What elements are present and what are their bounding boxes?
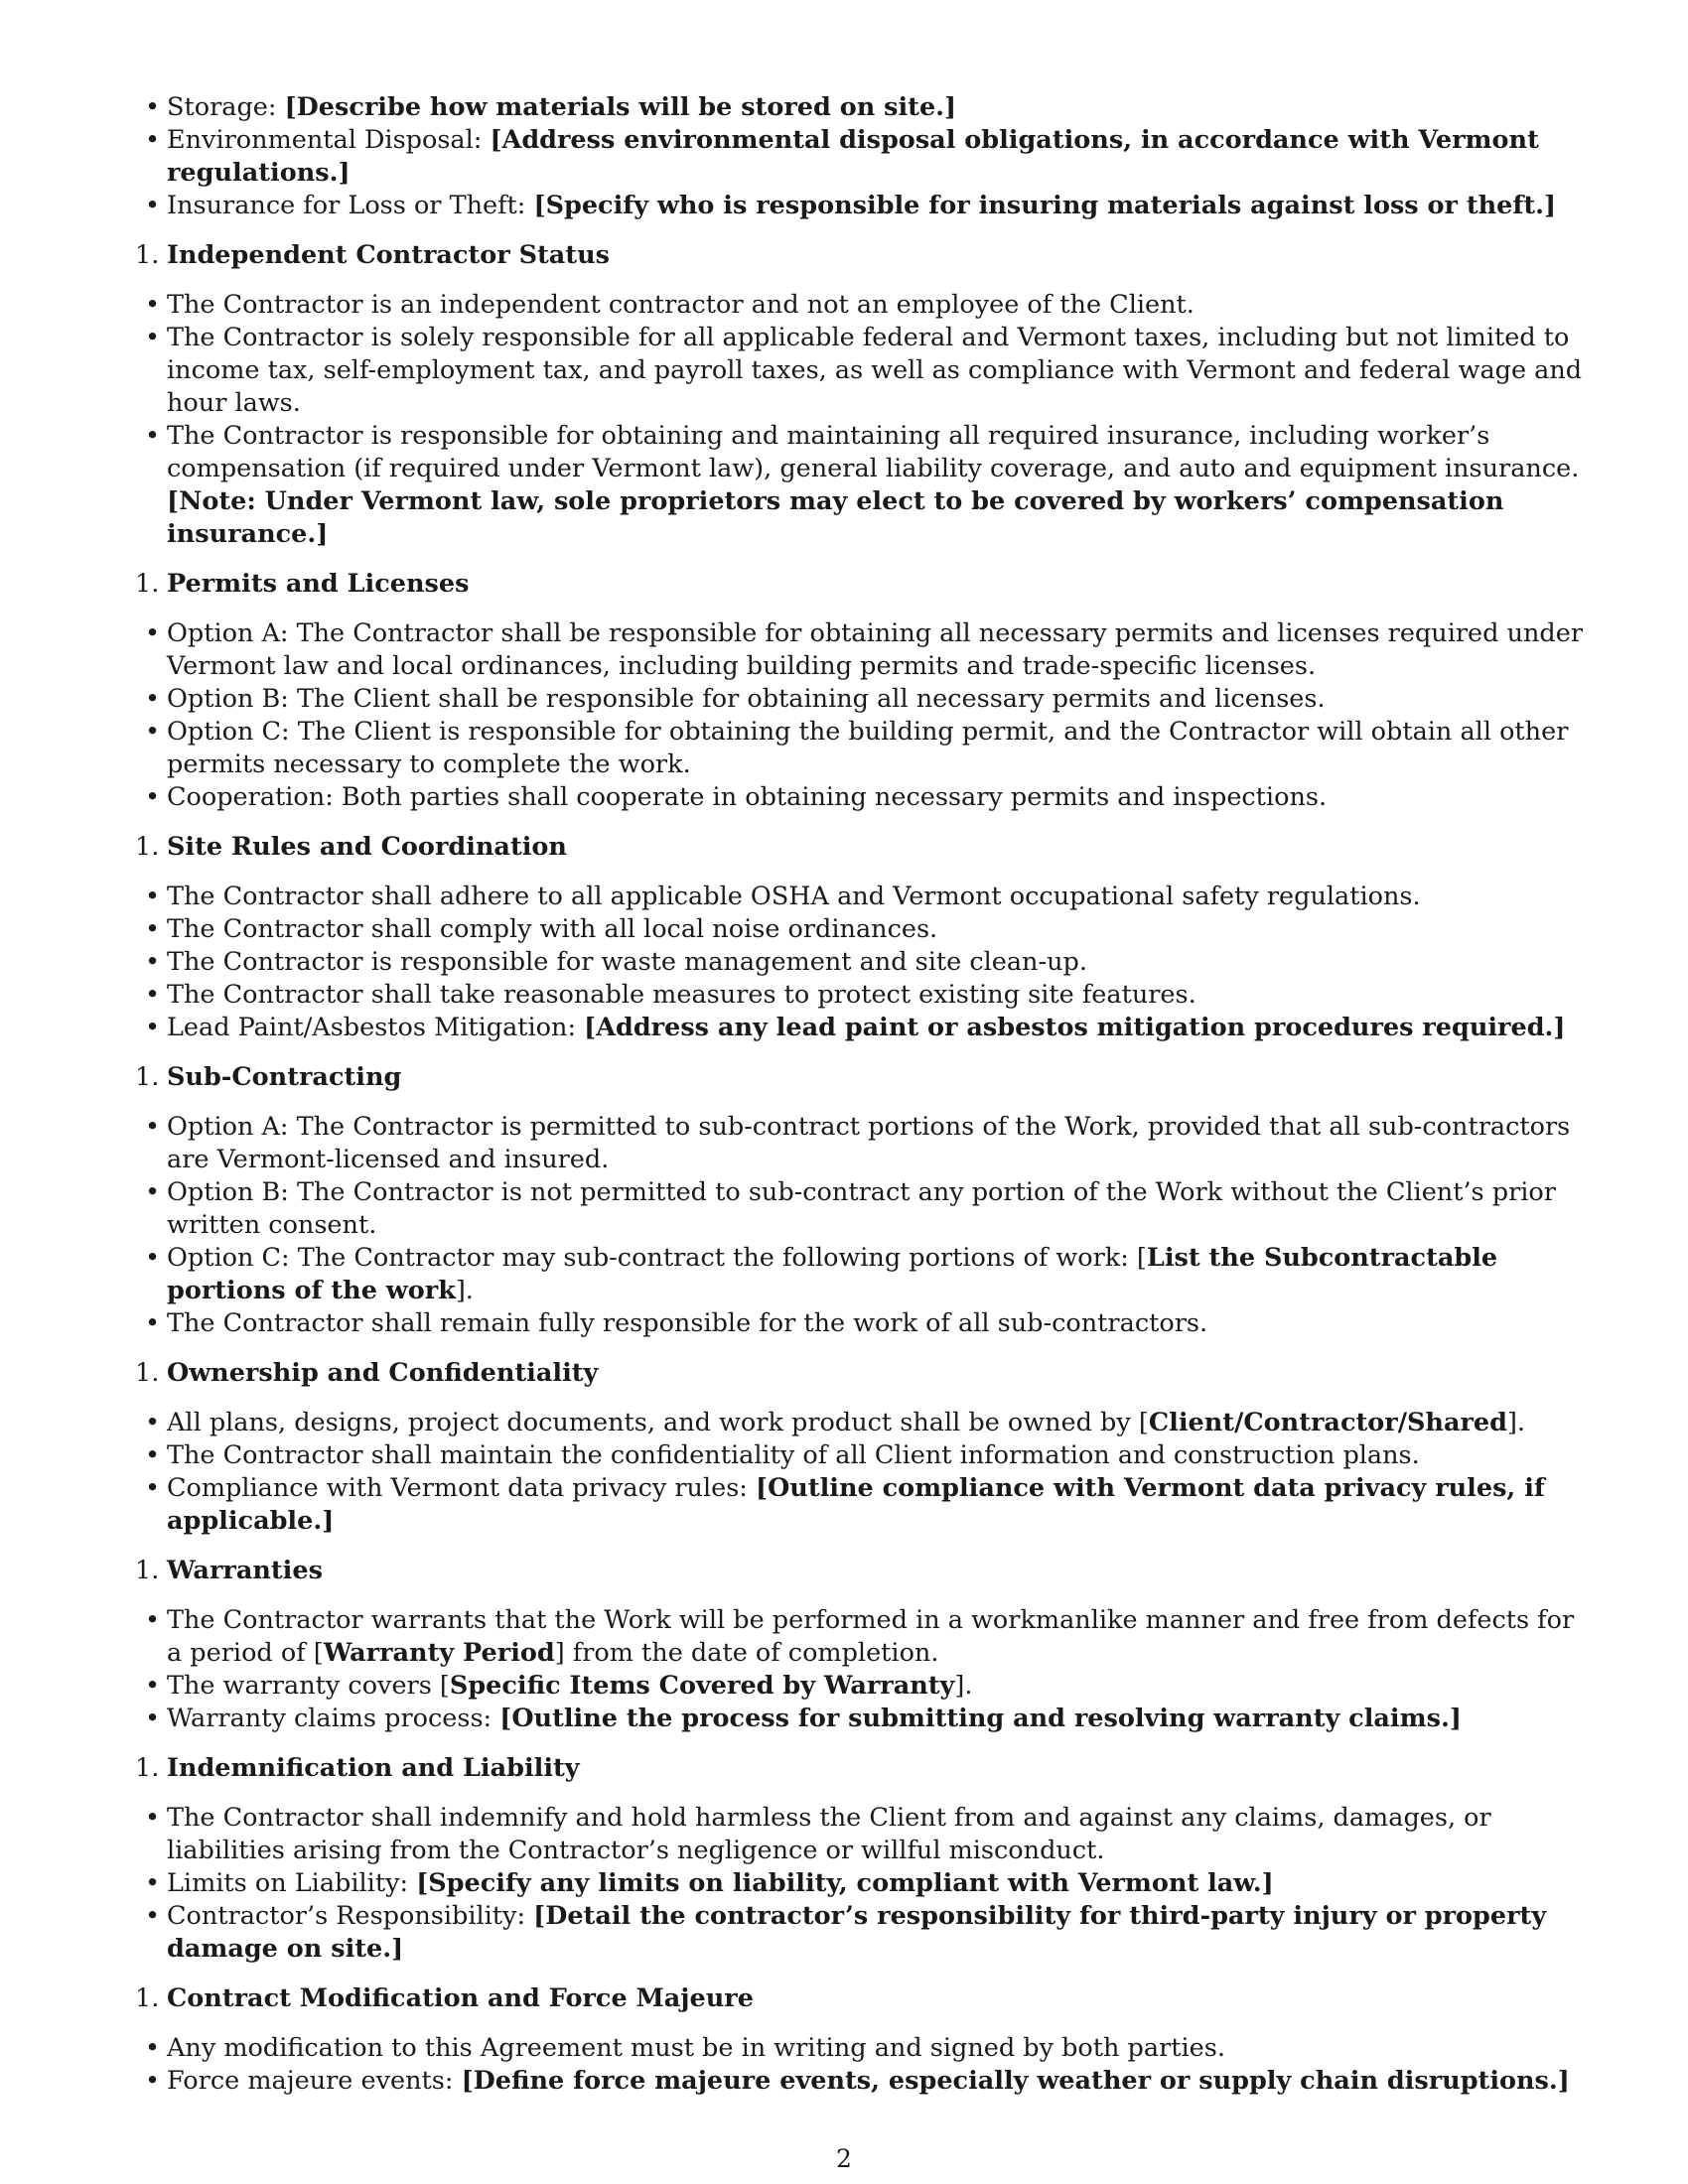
bullet: •	[145, 191, 161, 220]
section-title: Sub-Contracting	[167, 1062, 402, 1092]
list-item: • Storage: [Describe how materials will be stored on site.]	[145, 92, 957, 122]
list-item: • Option C: The Client is responsible for obtaining the building permit, and the Contractor will obtain all other permits necessary to complete the work.	[145, 717, 1569, 779]
bullet: •	[145, 125, 161, 155]
list-item: • Compliance with Vermont data privacy rules: [Outline compliance with Vermont data privacy rules, if applicable.]	[145, 1473, 1545, 1536]
section-list	[145, 617, 1589, 814]
list-item: • Any modification to this Agreement must be in writing and signed by both parties.	[145, 2033, 1225, 2063]
list-item: • Lead Paint/Asbestos Mitigation: [Address any lead paint or asbestos mitigation procedures required.]	[145, 1013, 1566, 1042]
document-page	[135, 91, 1589, 2098]
list-item: • The Contractor is solely responsible for all applicable federal and Vermont taxes, including but not limited to income tax, self-employment tax, and payroll taxes, as well as compliance with Vermont and federal wage and hour laws.	[145, 323, 1583, 418]
page-number: 2	[836, 2144, 852, 2173]
section-number: 1.	[135, 1062, 160, 1092]
list-item: • The Contractor is an independent contractor and not an employee of the Client.	[145, 290, 1195, 320]
list-item: • The Contractor shall maintain the confidentiality of all Client information and construction plans.	[145, 1440, 1420, 1470]
bullet: •	[145, 92, 161, 122]
section-number: 1.	[135, 832, 160, 862]
section-list	[145, 881, 1589, 1044]
section-title: Site Rules and Coordination	[167, 832, 567, 862]
list-item: • Option B: The Contractor is not permitted to sub-contract any portion of the Work without the Client’s prior written consent.	[145, 1177, 1556, 1240]
section-heading	[135, 1061, 1589, 1094]
section-heading	[135, 239, 1589, 272]
section-number: 1.	[135, 569, 160, 599]
list-item: • Option B: The Client shall be responsible for obtaining all necessary permits and licenses.	[145, 684, 1326, 714]
list-item: • The Contractor shall comply with all local noise ordinances.	[145, 914, 938, 944]
section-title: Independent Contractor Status	[167, 240, 610, 270]
section-number: 1.	[135, 240, 160, 270]
section-title: Ownership and Confidentiality	[167, 1358, 599, 1388]
list-item: • Warranty claims process: [Outline the process for submitting and resolving warranty claims.]	[145, 1704, 1462, 1733]
list-item: • The Contractor is responsible for obtaining and maintaining all required insurance, including worker’s compensation (if required under Vermont law), general liability coverage, and auto and equipment insurance. [Note: Under Vermont law, sole proprietors may elect to be covered by workers’ compensation insurance.]	[145, 421, 1580, 549]
section-title: Contract Modification and Force Majeure	[167, 1983, 754, 2013]
list-item: • All plans, designs, project documents, and work product shall be owned by [Client/Contractor/Shared].	[145, 1408, 1526, 1437]
section-title: Indemnification and Liability	[167, 1753, 580, 1783]
list-item: • The Contractor shall adhere to all applicable OSHA and Vermont occupational safety regulations.	[145, 882, 1421, 911]
list-item: • The Contractor is responsible for waste management and site clean-up.	[145, 947, 1087, 977]
list-item: • The Contractor shall take reasonable measures to protect existing site features.	[145, 980, 1196, 1010]
list-item: • The Contractor shall indemnify and hold harmless the Client from and against any claims, damages, or liabilities arising from the Contractor’s negligence or willful misconduct.	[145, 1803, 1491, 1865]
section-heading	[135, 1357, 1589, 1390]
section-title: Permits and Licenses	[167, 569, 470, 599]
list-item: • Contractor’s Responsibility: [Detail the contractor’s responsibility for third-party injury or property damage on site.]	[145, 1901, 1547, 1964]
section-number: 1.	[135, 1753, 160, 1783]
section-title: Warranties	[167, 1556, 323, 1585]
list-item: • Limits on Liability: [Specify any limits on liability, compliant with Vermont law.]	[145, 1868, 1274, 1898]
list-item: • Environmental Disposal: [Address environmental disposal obligations, in accordance with Vermont regulations.]	[145, 125, 1539, 188]
list-item: • Force majeure events: [Define force majeure events, especially weather or supply chain disruptions.]	[145, 2066, 1570, 2096]
section-heading	[135, 1555, 1589, 1587]
section-heading	[135, 831, 1589, 864]
section-number: 1.	[135, 1556, 160, 1585]
list-item: • Cooperation: Both parties shall cooperate in obtaining necessary permits and inspections.	[145, 782, 1328, 812]
section-list	[145, 1111, 1589, 1340]
list-item: • Option A: The Contractor is permitted to sub-contract portions of the Work, provided that all sub-contractors are Vermont-licensed and insured.	[145, 1112, 1571, 1174]
intro-list	[145, 91, 1589, 222]
section-list	[145, 1407, 1589, 1538]
section-number: 1.	[135, 1983, 160, 2013]
list-item: • Option A: The Contractor shall be responsible for obtaining all necessary permits and licenses required under Vermont law and local ordinances, including building permits and trade-specific licenses.	[145, 618, 1584, 681]
section-list	[145, 1802, 1589, 1966]
list-item: • The warranty covers [Specific Items Covered by Warranty].	[145, 1671, 973, 1701]
section-heading	[135, 1752, 1589, 1785]
list-item: • The Contractor shall remain fully responsible for the work of all sub-contractors.	[145, 1308, 1208, 1338]
section-list	[145, 1604, 1589, 1735]
section-heading	[135, 568, 1589, 601]
list-item: • The Contractor warrants that the Work will be performed in a workmanlike manner and free from defects for a period of [Warranty Period] from the date of completion.	[145, 1605, 1575, 1668]
section-list	[145, 2032, 1589, 2098]
section-heading	[135, 1982, 1589, 2015]
section-number: 1.	[135, 1358, 160, 1388]
list-item: • Insurance for Loss or Theft: [Specify who is responsible for insuring materials against loss or theft.]	[145, 191, 1557, 220]
section-list	[145, 289, 1589, 551]
list-item: • Option C: The Contractor may sub-contract the following portions of work: [List the Subcontractable portions of the work].	[145, 1243, 1498, 1305]
